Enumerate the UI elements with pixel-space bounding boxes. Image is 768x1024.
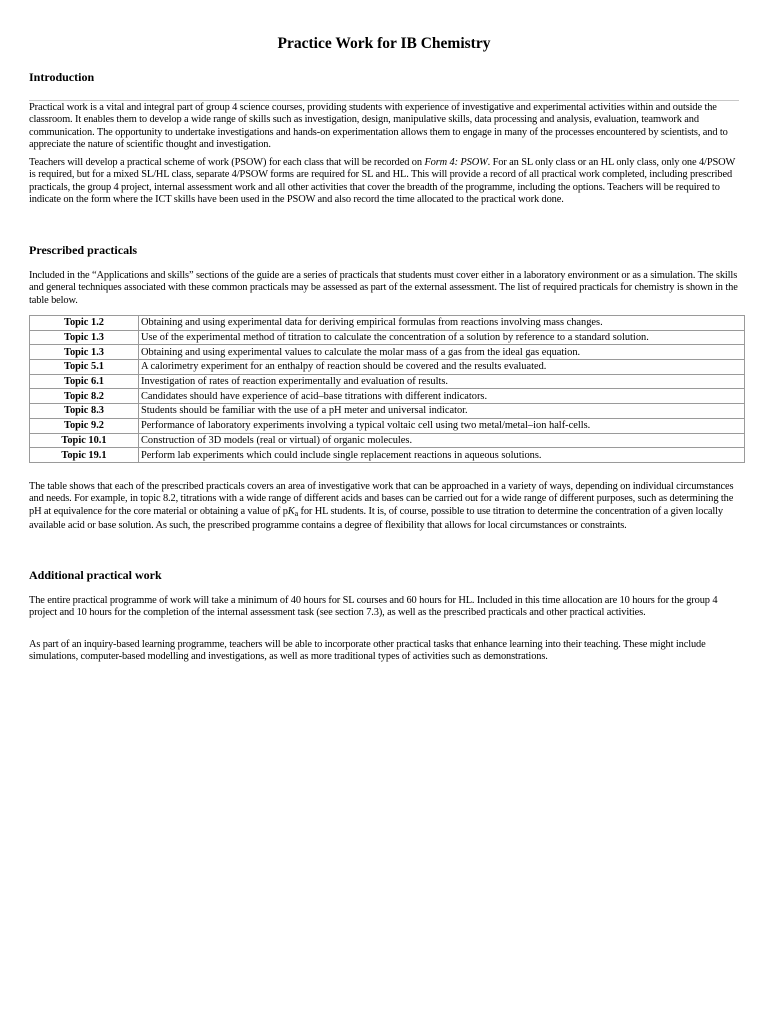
description-cell: Investigation of rates of reaction experimentally and evaluation of results. (139, 374, 745, 389)
description-cell: Obtaining and using experimental values to calculate the molar mass of a gas from the ideal gas equation. (139, 345, 745, 360)
additional-practical-work-heading: Additional practical work (29, 568, 162, 582)
table-row (30, 360, 745, 375)
description-cell: Construction of 3D models (real or virtual) of organic molecules. (139, 433, 745, 448)
topic-cell: Topic 6.1 (30, 374, 139, 389)
prescribed-practicals-intro: Included in the “Applications and skills” sections of the guide are a series of practicals that students must cover either in a laboratory environment or as a simulation. The skills and general techniques associated with these common practicals may be assessed as part of the external assessment. The list of required practicals for chemistry is shown in the table below. (29, 270, 738, 306)
prescribed-practicals-discussion (29, 481, 739, 532)
section-divider (29, 100, 739, 101)
topic-cell: Topic 9.2 (30, 418, 139, 433)
topic-cell: Topic 1.2 (30, 316, 139, 331)
additional-paragraph-1: The entire practical programme of work will take a minimum of 40 hours for SL courses and 60 hours for HL. Included in this time allocation are 10 hours for the group 4 project and 10 hours for the completion of the internal assessment task (see section 7.3), as well as the prescribed practicals and other practical activities. (29, 595, 718, 619)
introduction-paragraph-2 (29, 157, 739, 206)
description-cell: Candidates should have experience of acid–base titrations with different indicators. (139, 389, 745, 404)
topic-cell: Topic 8.2 (30, 389, 139, 404)
prescribed-practicals-table (29, 315, 745, 463)
topic-cell: Topic 19.1 (30, 448, 139, 463)
page-title: Practice Work for IB Chemistry (277, 35, 491, 52)
topic-cell: Topic 1.3 (30, 345, 139, 360)
table-row (30, 389, 745, 404)
introduction-heading: Introduction (29, 70, 95, 84)
table-row (30, 404, 745, 419)
discussion-end: for HL students. It is, of course, possible to use titration to determine the concentration of a given locally available acid or base solution. As such, the prescribed programme contains a degree of flexibility that allows for local circumstances or constraints. (29, 505, 723, 531)
description-cell: Students should be familiar with the use of a pH meter and universal indicator. (139, 404, 745, 419)
pka-k: K (287, 505, 295, 517)
pka-subscript: a (294, 508, 299, 518)
table-row (30, 448, 745, 463)
table-row (30, 330, 745, 345)
table-row (30, 374, 745, 389)
prescribed-practicals-heading: Prescribed practicals (29, 243, 138, 257)
table-row (30, 418, 745, 433)
additional-paragraph-2: As part of an inquiry-based learning programme, teachers will be able to incorporate other practical tasks that enhance learning into their teaching. These might include simulations, computer-based modelling and investigations, as well as more traditional types of activities such as demonstrations. (29, 639, 706, 663)
introduction-paragraph-2-end: . For an SL only class or an HL only class, only one 4/PSOW is required, but for a mixed SL/HL class, separate 4/PSOW forms are required for SL and HL. This will provide a record of all practical work completed, including prescribed practicals, the group 4 project, internal assessment work and all other activities that cover the breadth of the programme, including the options. Teachers will be required to indicate on the form where the ICT skills have been used in the PSOW and also record the time allocated to the practical work done. (29, 157, 736, 205)
topic-cell: Topic 10.1 (30, 433, 139, 448)
introduction-paragraph-1: Practical work is a vital and integral part of group 4 science courses, providing students with experience of investigative and experimental activities within and outside the classroom. It enables them to develop a wide range of skills such as investigation, design, manipulative skills, data processing and analysis, evaluation, teamwork and communication. The opportunity to undertake investigations and hands-on experimentation allows them to engage in many of the processes encountered by scientists, and to appreciate the nature of scientific thought and investigation. (29, 102, 728, 150)
topic-cell: Topic 8.3 (30, 404, 139, 419)
description-cell: Use of the experimental method of titration to calculate the concentration of a solution by reference to a standard solution. (139, 330, 745, 345)
table-row (30, 345, 745, 360)
table-row (30, 316, 745, 331)
topic-cell: Topic 1.3 (30, 330, 139, 345)
topic-cell: Topic 5.1 (30, 360, 139, 375)
description-cell: Obtaining and using experimental data for deriving empirical formulas from reactions involving mass changes. (139, 316, 745, 331)
introduction-paragraph-2-start: Teachers will develop a practical scheme of work (PSOW) for each class that will be recorded on (29, 157, 425, 168)
description-cell: Performance of laboratory experiments involving a typical voltaic cell using two metal/metal–ion half-cells. (139, 418, 745, 433)
form-name: Form 4: PSOW (424, 157, 488, 168)
description-cell: A calorimetry experiment for an enthalpy of reaction should be covered and the results evaluated. (139, 360, 745, 375)
description-cell: Perform lab experiments which could include single replacement reactions in aqueous solutions. (139, 448, 745, 463)
table-row (30, 433, 745, 448)
discussion-start: The table shows that each of the prescribed practicals covers an area of investigative work that can be approached in a variety of ways, depending on individual circumstances and needs. For example, in topic 8.2, titrations with a wide range of different acids and bases can be carried out for a wide range of different purposes, such as determining the pH at equivalence for the core material or obtaining a value of p (29, 481, 734, 517)
